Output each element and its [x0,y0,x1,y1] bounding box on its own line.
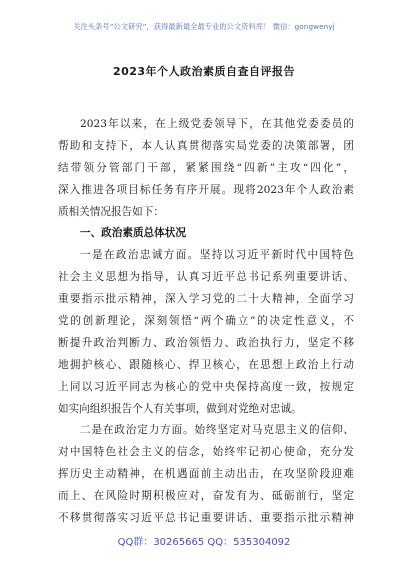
body-line: 社会主义思想为指导，认真习近平总书记系列重要讲话、 [58,271,354,284]
body-line: 帮助和支持下，本人认真贯彻落实局党委的决策部署，团 [58,139,354,152]
footer-contact: QQ群：30265665 QQ：535304092 [117,537,291,548]
body-line: 质相关情况报告如下： [58,205,164,218]
body-line: 对中国特色社会主义的信念，始终牢记初心使命，充分发 [58,446,354,459]
body-line: 2023年以来，在上级党委领导下，在其他党委委员的 [80,118,354,130]
body-line: 党的创新理论，深刻领悟“两个确立”的决定性意义，不 [58,315,354,328]
header-note: 关注头条号“公文研究”，获得最新最全最专业的公文资料库！ 微信：gongwenyj [73,22,335,31]
body-line: 上同以习近平同志为核心的党中央保持高度一致，按规定 [58,380,354,393]
body-line: 断提升政治判断力、政治领悟力、政治执行力，坚定不移 [58,336,354,349]
body-line: 二是在政治定力方面。始终坚定对马克思主义的信仰、 [80,424,354,437]
body-line: 而上、在风险时期积极应对，奋发有为、砥砺前行，坚定 [58,490,354,503]
body-line: 深入推进各项目标任务有序开展。现将2023年个人政治素 [58,183,354,196]
body-line: 重要指示批示精神，深入学习党的二十大精神，全面学习 [58,293,354,306]
body-line: 挥历史主动精神，在机遇面前主动出击，在攻坚阶段迎难 [58,468,354,481]
page-title: 2023年个人政治素质自查自评报告 [112,65,296,78]
body-line: 结带领分管部门干部，紧紧围绕“四新”主攻“四化”， [58,161,354,174]
body-line: 地拥护核心、跟随核心、捍卫核心，在思想上政治上行动 [58,358,354,371]
document-body [58,114,354,530]
body-line: 不移贯彻落实习近平总书记重要讲话、重要指示批示精神 [58,512,354,525]
body-line: 如实向组织报告个人有关事项，做到对党绝对忠诚。 [58,402,302,415]
body-line: 一是在政治忠诚方面。坚持以习近平新时代中国特色 [80,249,354,262]
section-heading: 一、政治素质总体状况 [80,227,186,240]
